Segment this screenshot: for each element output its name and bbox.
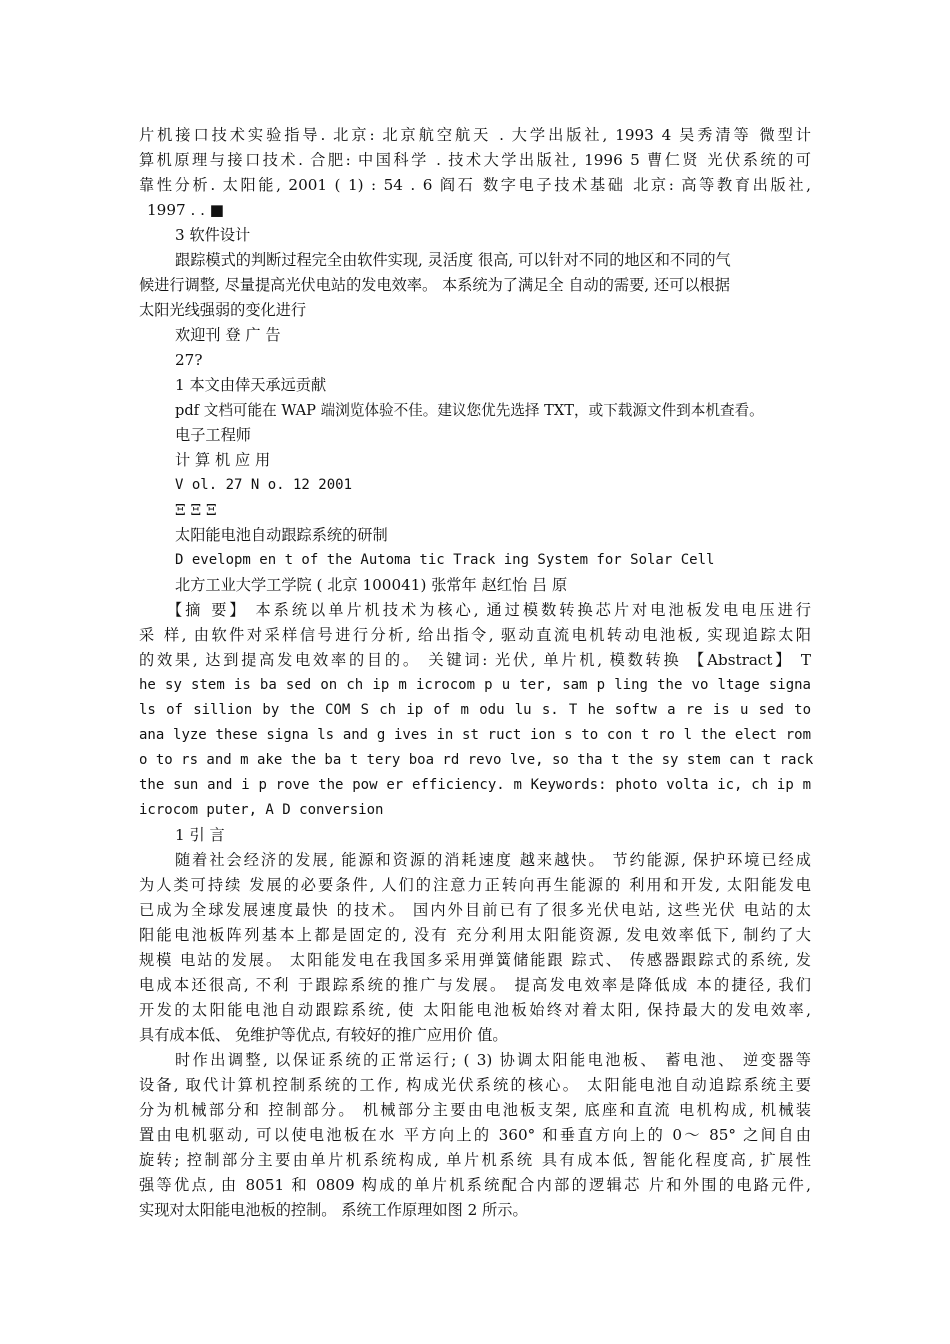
- abstract-line: 的效果, 达到提高发电效率的目的。 关键词: 光伏, 单片机, 模数转换 【Abstract】 T: [139, 651, 811, 669]
- paragraph-line: 具有成本低、 免维护等优点, 有较好的推广应用价 值。: [139, 1026, 508, 1044]
- paragraph-line: 强等优点, 由 8051 和 0809 构成的单片机系统配合内部的逻辑芯 片和外围的电路元件,: [139, 1176, 811, 1194]
- paragraph-line: 阳能电池板阵列基本上都是固定的, 没有 充分利用太阳能资源, 发电效率低下, 制约了大: [139, 926, 811, 944]
- column-name: 计 算 机 应 用: [175, 451, 271, 469]
- abstract-line: 采 样, 由软件对采样信号进行分析, 给出指令, 驱动直流电机转动电池板, 实现追踪太阳: [139, 626, 811, 644]
- reference-line: 靠性分析. 太阳能, 2001 ( 1) : 54 . 6 阎石 数字电子技术基础 北京: 高等教育出版社,: [139, 176, 811, 194]
- abstract-line: icrocom puter, A D conversion: [139, 802, 384, 818]
- paragraph-line: 实现对太阳能电池板的控制。 系统工作原理如图 2 所示。: [139, 1201, 528, 1219]
- page-number: 27?: [175, 351, 203, 369]
- contributor-line: 1 本文由倖天承远贡献: [175, 376, 327, 394]
- affiliation-line: 北方工业大学工学院 ( 北京 100041) 张常年 赵红怡 吕 原: [175, 576, 568, 594]
- paragraph-line: 已成为全球发展速度最快 的技术。 国内外目前已有了很多光伏电站, 这些光伏 电站的太: [139, 901, 811, 919]
- reference-line: 1997 . . ■: [147, 201, 225, 219]
- reference-line: 片机接口技术实验指导. 北京: 北京航空航天 . 大学出版社, 1993 4 吴秀清等 微型计: [139, 126, 811, 144]
- paragraph-line: 置由电机驱动, 可以使电池板在水 平方向上的 360° 和垂直方向上的 0～ 85° 之间自由: [139, 1126, 811, 1144]
- section-heading: 1 引 言: [175, 826, 225, 844]
- paragraph-line: 为人类可持续 发展的必要条件, 人们的注意力正转向再生能源的 利用和开发, 太阳能发电: [139, 876, 811, 894]
- section-heading: 3 软件设计: [175, 226, 251, 244]
- paragraph-line: 设备, 取代计算机控制系统的工作, 构成光伏系统的核心。 太阳能电池自动追踪系统主要: [139, 1076, 811, 1094]
- ad-text: 欢迎刊 登 广 告: [175, 326, 281, 344]
- abstract-line: o to rs and m ake the ba t tery boa rd revo lve, so tha t the sy stem can t rack: [139, 752, 814, 768]
- abstract-line: the sun and i p rove the pow er efficiency. m Keywords: photo volta ic, ch ip m: [139, 777, 811, 793]
- notice-line: pdf 文档可能在 WAP 端浏览体验不佳。建议您优先选择 TXT，或下载源文件到本机查看。: [175, 402, 764, 419]
- paragraph-line: 太阳光线强弱的变化进行: [139, 301, 307, 319]
- article-title-en: D evelopm en t of the Automa tic Track ing System for Solar Cell: [175, 552, 715, 568]
- paragraph-line: 分为机械部分和 控制部分。 机械部分主要由电池板支架, 底座和直流 电机构成, 机械装: [139, 1101, 811, 1119]
- paragraph-line: 旋转; 控制部分主要由单片机系统构成, 单片机系统 具有成本低, 智能化程度高, 扩展性: [139, 1151, 811, 1169]
- paragraph-line: 开发的太阳能电池自动跟踪系统, 使 太阳能电池板始终对着太阳, 保持最大的发电效率,: [139, 1001, 811, 1019]
- paragraph-line: 电成本还很高, 不利 于跟踪系统的推广与发展。 提高发电效率是降低成 本的捷径, 我们: [139, 976, 811, 994]
- volume-info: V ol. 27 N o. 12 2001: [175, 477, 353, 493]
- paragraph-line: 跟踪模式的判断过程完全由软件实现, 灵活度 很高, 可以针对不同的地区和不同的气: [175, 251, 731, 269]
- magazine-name: 电子工程师: [175, 426, 251, 444]
- reference-line: 算机原理与接口技术. 合肥: 中国科学 . 技术大学出版社, 1996 5 曹仁贤 光伏系统的可: [139, 151, 811, 169]
- abstract-line: ana lyze these signa ls and g ives in st ruct ion s to con t ro l the elect rom: [139, 727, 811, 743]
- abstract-line: 【摘 要】 本系统以单片机技术为核心, 通过模数转换芯片对电池板发电电压进行: [167, 601, 811, 619]
- article-title-cn: 太阳能电池自动跟踪系统的研制: [175, 526, 388, 544]
- paragraph-line: 时作出调整, 以保证系统的正常运行; ( 3) 协调太阳能电池板、 蓄电池、 逆变器等: [175, 1051, 811, 1069]
- paragraph-line: 规模 电站的发展。 太阳能发电在我国多采用弹簧储能跟 踪式、 传感器跟踪式的系统, 发: [139, 951, 811, 969]
- paragraph-line: 候进行调整, 尽量提高光伏电站的发电效率。 本系统为了满足全 自动的需要, 还可以根据: [139, 276, 730, 294]
- symbol-line: Ξ Ξ Ξ: [175, 501, 217, 519]
- abstract-line: he sy stem is ba sed on ch ip m icrocom p u ter, sam p ling the vo ltage signa: [139, 677, 811, 693]
- paragraph-line: 随着社会经济的发展, 能源和资源的消耗速度 越来越快。 节约能源, 保护环境已经成: [175, 851, 811, 869]
- abstract-line: ls of sillion by the COM S ch ip of m odu lu s. T he softw a re is u sed to: [139, 702, 811, 718]
